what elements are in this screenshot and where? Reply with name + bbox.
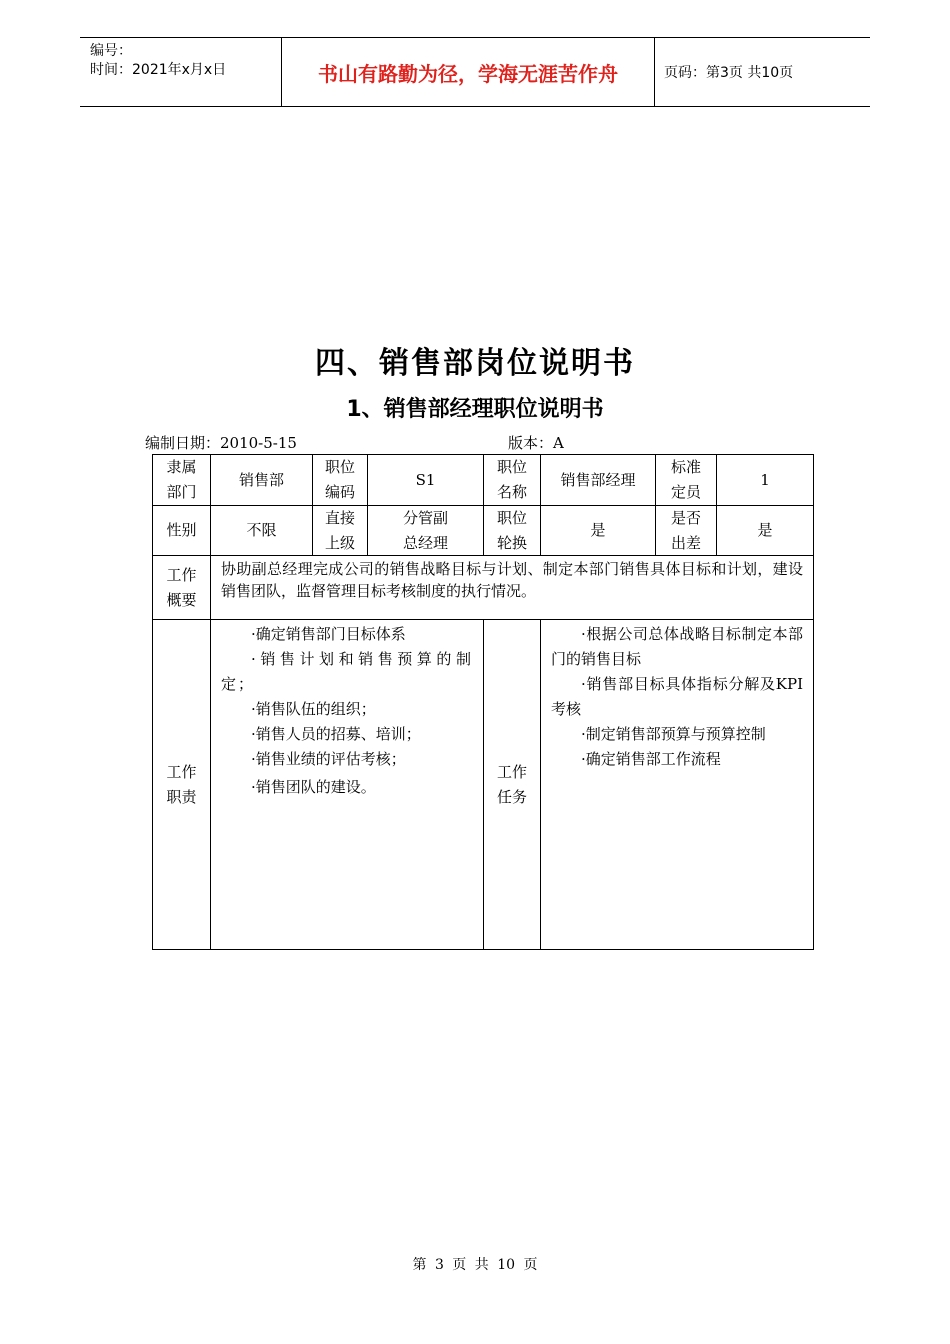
position-name-value: 销售部经理: [540, 454, 656, 506]
page-header: [80, 37, 870, 107]
page-footer: 第 3 页 共 10 页: [412, 1257, 538, 1273]
position-name-label-text: 职位名称: [496, 458, 527, 501]
duty-item: ·销售业绩的评估考核；: [251, 750, 406, 768]
superior-value-text: 分管副总经理: [402, 508, 448, 552]
gender-label: 性别: [152, 505, 211, 556]
task-item: ·销售部目标具体指标分解及KPI考核: [551, 675, 803, 718]
duties-label: [152, 619, 211, 950]
travel-label-text: 是否出差: [670, 508, 701, 552]
header-left: [90, 42, 280, 80]
tasks-label: [483, 619, 541, 950]
rotation-value: 是: [540, 505, 656, 556]
travel-value: 是: [716, 505, 814, 556]
section-title: 1、销售部经理职位说明书: [346, 397, 604, 422]
duty-item: ·销售人员的招募、培训；: [251, 725, 421, 743]
code-label: [312, 454, 368, 506]
duties-label-text: 工作职责: [166, 762, 197, 806]
summary-label-text: 工作概要: [166, 565, 197, 609]
summary-label: [152, 555, 211, 620]
dept-value: 销售部: [210, 454, 313, 506]
code-value: S1: [367, 454, 484, 506]
header-motto: 书山有路勤为径，学海无涯苦作舟: [318, 61, 618, 86]
dept-label-text: 隶属部门: [166, 458, 197, 501]
document-number-label: 编号：: [90, 43, 132, 59]
header-page-info: 页码：第3页 共10页: [664, 65, 794, 81]
document-date: 时间：2021年x月x日: [90, 62, 227, 78]
rotation-label: [483, 505, 541, 556]
summary-text: 协助副总经理完成公司的销售战略目标与计划、制定本部门销售具体目标和计划，建设销售团队，监督管理目标考核制度的执行情况。: [210, 555, 814, 620]
superior-label: [312, 505, 368, 556]
duty-item: ·销售队伍的组织；: [251, 700, 376, 718]
page-title: 四、销售部岗位说明书: [315, 346, 635, 381]
task-item: ·确定销售部工作流程: [581, 750, 721, 768]
tasks-list: [540, 619, 814, 950]
task-item: ·根据公司总体战略目标制定本部门的销售目标: [551, 625, 803, 668]
job-description-table: [152, 454, 814, 950]
header-motto-box: [281, 38, 655, 106]
superior-value: [367, 505, 484, 556]
quota-label-text: 标准定员: [670, 458, 701, 501]
rotation-label-text: 职位轮换: [496, 508, 527, 552]
version: 版本：A: [508, 434, 564, 452]
quota-value: 1: [716, 454, 814, 506]
position-name-label: [483, 454, 541, 506]
duty-item: ·确定销售部门目标体系: [251, 625, 406, 643]
task-item: ·制定销售部预算与预算控制: [581, 725, 766, 743]
compile-date: 编制日期：2010-5-15: [145, 434, 297, 452]
tasks-label-text: 工作任务: [496, 762, 527, 806]
duty-item: ·销售团队的建设。: [251, 778, 376, 796]
quota-label: [655, 454, 717, 506]
duties-list: [210, 619, 484, 950]
dept-label: [152, 454, 211, 506]
code-label-text: 职位编码: [324, 458, 355, 501]
gender-value: 不限: [210, 505, 313, 556]
duty-item: ·销售计划和销售预算的制定；: [221, 650, 473, 693]
superior-label-text: 直接上级: [324, 508, 355, 552]
travel-label: [655, 505, 717, 556]
